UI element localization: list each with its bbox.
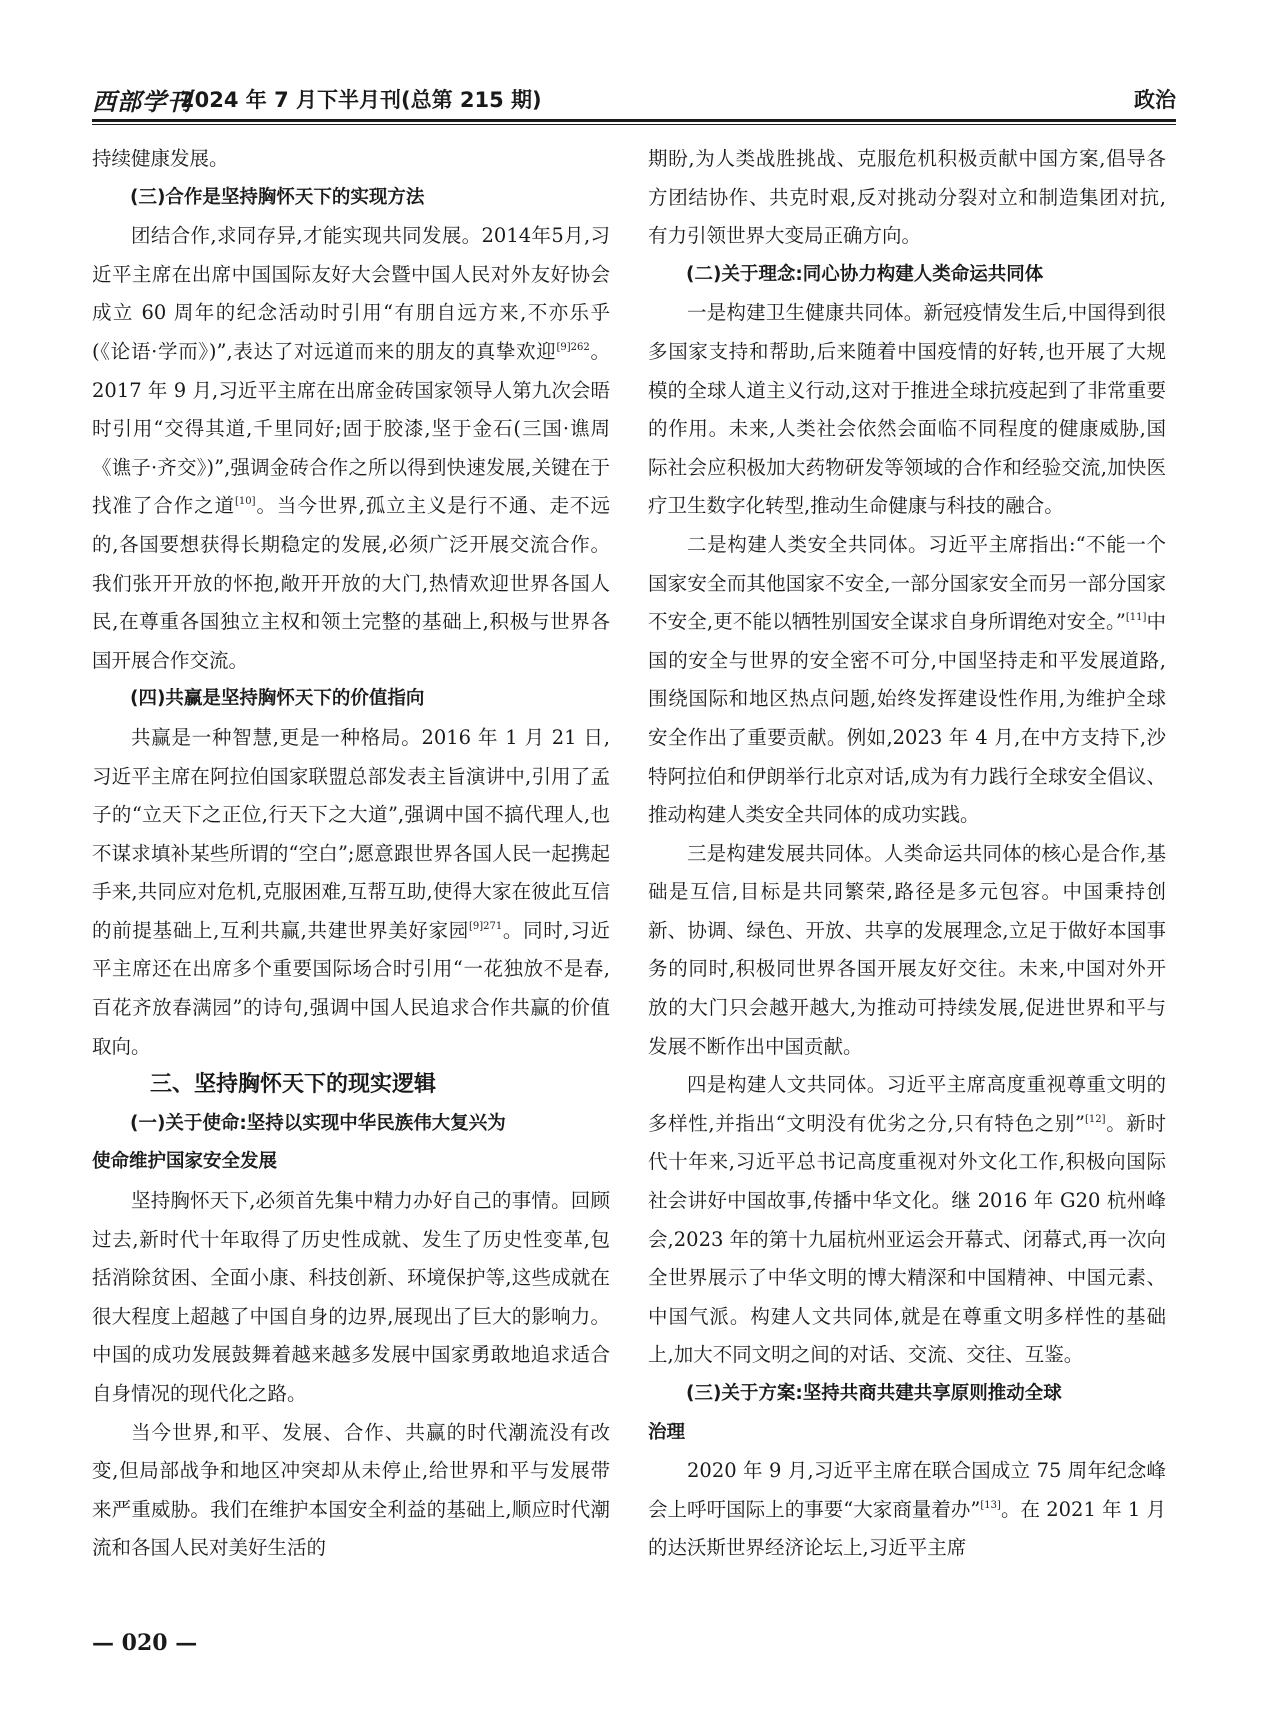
section-name: 政治 (1134, 88, 1176, 112)
page-number: — 020 — (92, 1630, 198, 1656)
left-column (92, 140, 610, 1568)
header-rule (92, 119, 1176, 122)
paragraph: 团结合作,求同存异,才能实现共同发展。2014年5月,习近平主席在出席中国国际友好大会暨中国人民对外友好协会成立 60 周年的纪念活动时引用“有朋自远方来,不亦乐乎(《论语·学而》)”,表达了对远道而来的朋友的真挚欢迎$^{[9]262}$。2017 年 9 月,习近平主席在出席金砖国家领导人第九次会晤时引用“交得其道,千里同好;固于胶漆,坚于金石(三国·谯周《谯子·齐交》)”,强调金砖合作之所以得到快速发展,关键在于找准了合作之道[10]。当今世界,孤立主义是行不通、走不远的,各国要想获得长期稳定的发展,必须广泛开展交流合作。我们张开开放的怀抱,敞开开放的大门,热情欢迎世界各国人民,在尊重各国独立主权和领土完整的基础上,积极与世界各国开展合作交流。 (92, 224, 610, 672)
paragraph: 期盼,为人类战胜挑战、克服危机积极贡献中国方案,倡导各方团结协作、共克时艰,反对挑动分裂对立和制造集团对抗,有力引领世界大变局正确方向。 (648, 147, 1166, 248)
paragraph: 三是构建发展共同体。人类命运共同体的核心是合作,基础是互信,目标是共同繁荣,路径是多元包容。中国秉持创新、协调、绿色、开放、共享的发展理念,立足于做好本国事务的同时,积极同世界各国开展友好交往。未来,中国对外开放的大门只会越开越大,为推动可持续发展,促进世界和平与发展不断作出中国贡献。 (648, 841, 1166, 1058)
paragraph: 持续健康发展。 (92, 147, 229, 170)
citation: [9]271 (468, 920, 503, 932)
issue-info: 2024 年 7 月下半月刊(总第 215 期) (180, 88, 542, 112)
paragraph: 坚持胸怀天下,必须首先集中精力办好自己的事情。回顾过去,新时代十年取得了历史性成就、发生了历史性变革,包括消除贫困、全面小康、科技创新、环境保护等,这些成就在很大程度上超越了中国自身的边界,展现出了巨大的影响力。中国的成功发展鼓舞着越来越多发展中国家勇敢地追求适合自身情况的现代化之路。 (92, 1189, 610, 1405)
paragraph: 当今世界,和平、发展、合作、共赢的时代潮流没有改变,但局部战争和地区冲突却从未停止,给世界和平与发展带来严重威胁。我们在维护本国安全利益的基础上,顺应时代潮流和各国人民对美好生活的 (92, 1420, 610, 1560)
header-rule-thin (92, 124, 1176, 125)
citation: [10] (235, 496, 256, 508)
subsection-heading: (一)关于使命:坚持以实现中华民族伟大复兴为 使命维护国家安全发展 (92, 1112, 506, 1173)
subsection-heading: (四)共赢是坚持胸怀天下的价值指向 (130, 688, 425, 710)
citation: [9]262 (556, 341, 590, 353)
subsection-heading: (二)关于理念:同心协力构建人类命运共同体 (686, 263, 1044, 285)
paragraph: 共赢是一种智慧,更是一种格局。2016 年 1 月 21 日,习近平主席在阿拉伯国家联盟总部发表主旨演讲中,引用了孟子的“立天下之正位,行天下之大道”,强调中国不搞代理人,也不谋求填补某些所谓的“空白”;愿意跟世界各国人民一起携起手来,共同应对危机,克服困难,互帮互助,使得大家在彼此互信的前提基础上,互利共赢,共建世界美好家园$^{[9]271}$。同时,习近平主席还在出席多个重要国际场合时引用“一花独放不是春,百花齐放春满园”的诗句,强调中国人民追求合作共赢的价值取向。 (92, 725, 611, 1058)
right-column (648, 140, 1166, 1568)
paragraph: 2020 年 9 月,习近平主席在联合国成立 75 周年纪念峰会上呼吁国际上的事要“大家商量着办”[13]。在 2021 年 1 月的达沃斯世界经济论坛上,习近平主席 (648, 1459, 1166, 1560)
subsection-heading: (三)合作是坚持胸怀天下的实现方法 (130, 186, 425, 208)
paragraph: 一是构建卫生健康共同体。新冠疫情发生后,中国得到很多国家支持和帮助,后来随着中国疫情的好转,也开展了大规模的全球人道主义行动,这对于推进全球抗疫起到了非常重要的作用。未来,人类社会依然会面临不同程度的健康威胁,国际社会应积极加大药物研发等领域的合作和经验交流,加快医疗卫生数字化转型,推动生命健康与科技的融合。 (648, 301, 1166, 518)
citation: [13] (980, 1499, 1001, 1511)
paragraph: 二是构建人类安全共同体。习近平主席指出:“不能一个国家安全而其他国家不安全,一部分国家安全而另一部分国家不安全,更不能以牺牲别国安全谋求自身所谓绝对安全。”[11]中国的安全与世界的安全密不可分,中国坚持走和平发展道路,围绕国际和地区热点问题,始终发挥建设性作用,为维护全球安全作出了重要贡献。例如,2023 年 4 月,在中方支持下,沙特阿拉伯和伊朗举行北京对话,成为有力践行全球安全倡议、推动构建人类安全共同体的成功实践。 (648, 532, 1166, 827)
section-heading: 三、坚持胸怀天下的现实逻辑 (150, 1072, 437, 1098)
paragraph: 四是构建人文共同体。习近平主席高度重视尊重文明的多样性,并指出“文明没有优劣之分,只有特色之别”[12]。新时代十年来,习近平总书记高度重视对外文化工作,积极向国际社会讲好中国故事,传播中华文化。继 2016 年 G20 杭州峰会,2023 年的第十九届杭州亚运会开幕式、闭幕式,再一次向全世界展示了中华文明的博大精深和中国精神、中国元素、中国气派。构建人文共同体,就是在尊重文明多样性的基础上,加大不同文明之间的对话、交流、交往、互鉴。 (648, 1073, 1166, 1367)
citation: [11] (1125, 612, 1147, 624)
citation: [12] (1085, 1113, 1106, 1125)
journal-logo: 西部学刊 (92, 87, 192, 116)
page-header (92, 78, 1176, 126)
subsection-heading: (三)关于方案:坚持共商共建共享原则推动全球 治理 (648, 1383, 1062, 1443)
